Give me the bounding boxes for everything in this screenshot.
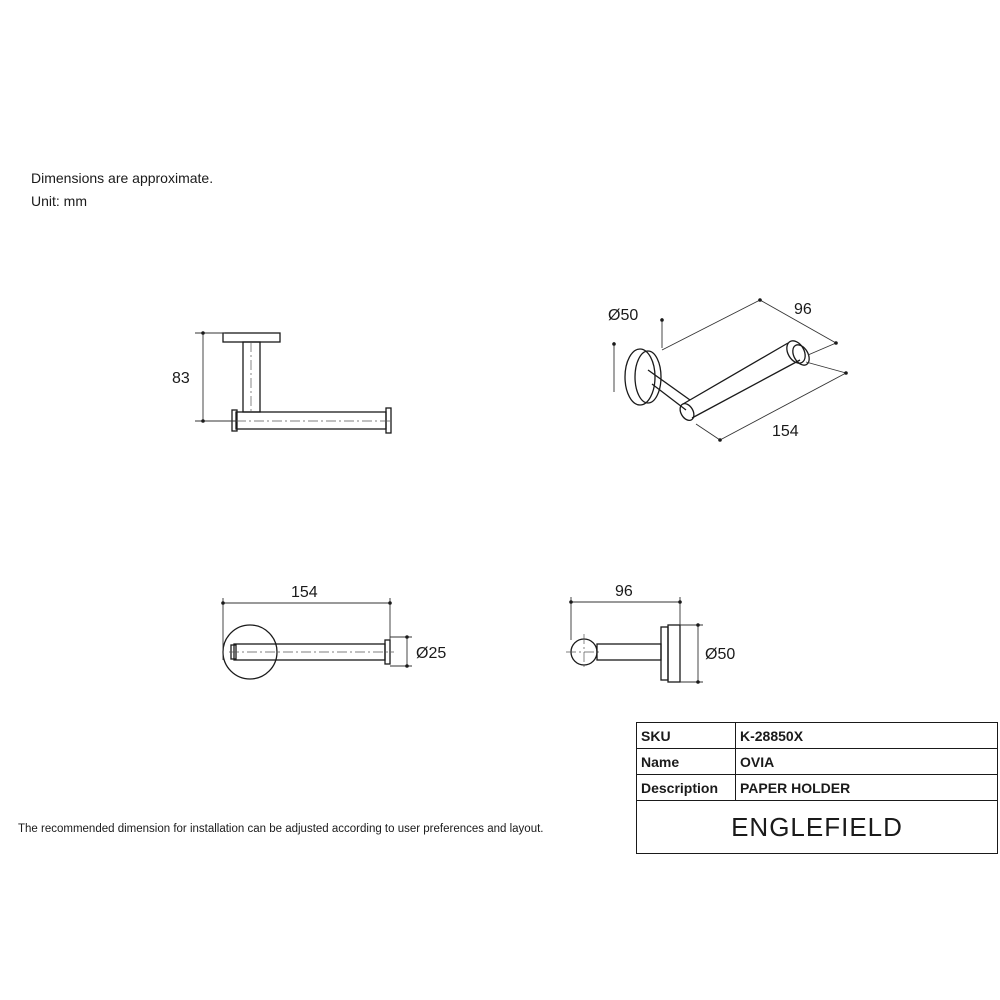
iso-bar-end (677, 401, 696, 423)
iso-dimension-length-label: 154 (772, 423, 799, 440)
iso-dimension-length (696, 362, 848, 442)
spec-row-brand (637, 801, 998, 854)
iso-dimension-base-label: Ø50 (608, 307, 639, 324)
front-view (172, 331, 392, 433)
name-label: Name (637, 749, 736, 775)
side-view-depth-label: 96 (615, 583, 633, 600)
spec-row-name (637, 749, 998, 775)
side-view-base-label: Ø50 (705, 646, 736, 663)
spec-row-description (637, 775, 998, 801)
sku-label: SKU (637, 723, 736, 749)
sku-value: K-28850X (736, 723, 998, 749)
top-view-dimension-bar (390, 635, 446, 668)
description-value: PAPER HOLDER (736, 775, 998, 801)
iso-dimension-depth-label: 96 (794, 301, 812, 318)
front-view-arm (243, 342, 260, 412)
top-view-dimension-length (221, 584, 392, 660)
side-view-dimension-depth (569, 583, 682, 640)
top-view-bar-label: Ø25 (416, 645, 447, 662)
dimension-height-label: 83 (172, 370, 190, 387)
top-view-length-label: 154 (291, 584, 318, 601)
side-view-dimension-base (680, 623, 735, 684)
front-view-bar (236, 412, 386, 429)
iso-dimension-depth (662, 298, 838, 355)
note-approximate: Dimensions are approximate. (31, 170, 214, 186)
description-label: Description (637, 775, 736, 801)
iso-bar-cap (783, 338, 809, 367)
side-view-flange (661, 627, 668, 680)
front-view-flange (223, 333, 280, 342)
name-value: OVIA (736, 749, 998, 775)
side-view (566, 583, 735, 684)
side-view-arm (597, 644, 661, 660)
dimension-height (172, 331, 236, 423)
note-unit: Unit: mm (31, 193, 87, 209)
installation-footnote: The recommended dimension for installation can be adjusted according to user preferences and layout. (18, 823, 544, 835)
brand-name: ENGLEFIELD (637, 801, 998, 854)
isometric-view (608, 298, 848, 442)
spec-table (636, 722, 998, 854)
spec-row-sku (637, 723, 998, 749)
front-view-bar-end (386, 408, 391, 433)
top-view (221, 584, 446, 679)
